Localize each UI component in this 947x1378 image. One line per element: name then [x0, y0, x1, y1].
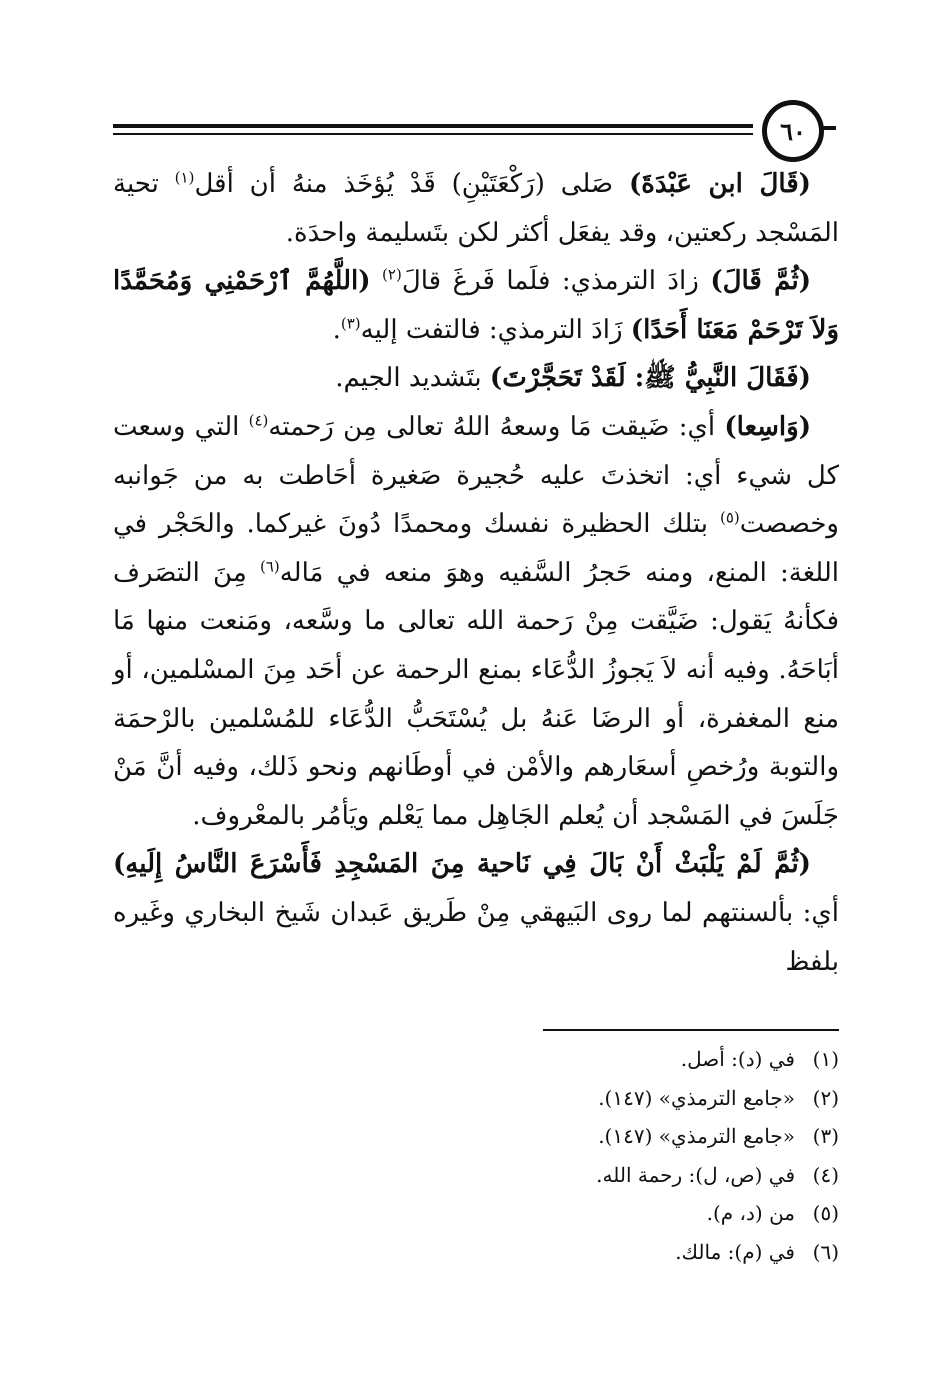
footnote-number: (٥): [812, 1201, 839, 1225]
text-span: التي وسعت كل شيء أي: اتخذتَ عليه حُجيرة صَغيرة أحَاطت به من جَوانبه وخصصت: [113, 411, 839, 540]
footnote: [113, 1040, 839, 1079]
footnote: [113, 1117, 839, 1156]
footnote: [113, 1079, 839, 1118]
footnote-number: (٣): [812, 1124, 839, 1148]
footnote-ref: (٣): [340, 314, 361, 333]
footnote-text: «جامع الترمذي» (١٤٧).: [598, 1124, 795, 1148]
header-rule: [113, 124, 753, 128]
footnote-text: في (ص، ل): رحمة الله.: [596, 1162, 795, 1187]
text-span: (ثُمَّ قَالَ): [710, 266, 811, 297]
footnote: [113, 1233, 839, 1272]
text-span: أي: بألسنتهم لما روى البَيهقي مِنْ طَريق عَبدان شَيخ البخاري وغَيره بلفظ: [113, 897, 839, 977]
footnote: [113, 1156, 839, 1195]
text-span: بتَشديد الجيم.: [335, 363, 490, 394]
page-header: [0, 0, 947, 160]
footnote-text: في (م): مالك.: [675, 1239, 795, 1264]
footnote: [113, 1194, 839, 1233]
text-span: (وَاسِعا): [724, 411, 811, 442]
text-span: (قَالَ ابن عَبْدَةَ): [628, 169, 811, 199]
text-span: (ثُمَّ لَمْ يَلْبَثْ أَنْ بَالَ فِي نَاحية مِنَ المَسْجِدِ فَأَسْرَعَ النَّاسُ إِلَيهِ): [113, 849, 811, 880]
text-span: (اللَّهُمَّ ٱرْحَمْنِي وَمُحَمَّدًا وَلاَ تَرْحَمْ مَعَنَا أَحَدًا): [113, 266, 839, 345]
text-span: أي: ضَيقت مَا وسعهُ اللهُ تعالى مِن رَحمته: [268, 411, 725, 442]
text-span: .: [332, 314, 341, 345]
text-span: (فَقَالَ النَّبِيُّ ﷺ: لَقَدْ تَحَجَّرْتَ): [489, 363, 811, 394]
footnote-number: (٢): [812, 1085, 839, 1110]
text-span: مِنَ التصَرف فكأنهُ يَقول: ضَيَّقت مِنْ رَحمة الله تعالى ما وسَّعه، ومَنعت منها مَا أبَاحَهُ. وفيه أنه لاَ يَجوزُ الدُّعَاء بمنع الرحمة عن أحَد مِنَ المسْلمين، أو منع المغفرة، أو الرضَا عَنهُ بل يُسْتَحَبُّ الدُّعَاء للمُسْلمين بالرْحمَة والتوبة ورُخصِ أسعَارهم والأمْن في أوطَانهم ونحو ذَلك، وفيه أنَّ مَنْ جَلَسَ في المَسْجد أن يُعلم الجَاهِل مما يَعْلم ويَأمُر بالمعْروف.: [113, 557, 839, 831]
text-span: صَلى (رَكْعَتَيْنِ) قَدْ يُؤخَذ منهُ أن أقل: [194, 169, 629, 199]
footnote-text: من (د، م).: [706, 1201, 795, 1225]
paragraph: [113, 257, 839, 354]
paragraph: [113, 160, 839, 257]
paragraph: [113, 840, 839, 986]
footnote-ref: (٥): [719, 508, 740, 527]
footnote-ref: (٢): [382, 265, 402, 284]
footnote-number: (١): [812, 1047, 839, 1071]
footnote-text: «جامع الترمذي» (١٤٧).: [598, 1085, 795, 1110]
main-text: [113, 160, 839, 986]
footnote-ref: (١): [174, 168, 195, 187]
footnote-text: في (د): أصل.: [680, 1047, 795, 1071]
footnote-ref: (٤): [248, 411, 269, 430]
footnotes: [113, 1040, 839, 1271]
page-number: ٦٠: [780, 116, 806, 146]
header-rule-tail: [822, 126, 836, 130]
footnote-separator: [543, 1029, 839, 1031]
footnote-ref: (٦): [259, 557, 280, 576]
text-span: زَادَ الترمذي: فالتفت إليه: [360, 314, 631, 345]
paragraph: [113, 354, 839, 403]
page-number-badge: [762, 100, 824, 162]
text-span: بتلك الحظيرة نفسك ومحمدًا دُونَ غيركما. والحَجْر في اللغة: المنع، ومنه حَجرُ السَّفيه وهوَ منعه في مَاله: [113, 509, 839, 588]
text-span: زادَ الترمذي: فلَما فَرغَ قالَ: [401, 266, 711, 297]
text-span: تحية المَسْجد ركعتين، وقد يفعَل أكثر لكن بتَسليمة واحدَة.: [113, 169, 839, 248]
paragraph: [113, 403, 839, 840]
text-span: [371, 266, 383, 296]
header-rule-thin: [113, 133, 753, 135]
footnote-number: (٤): [812, 1162, 839, 1187]
footnote-number: (٦): [812, 1239, 839, 1264]
